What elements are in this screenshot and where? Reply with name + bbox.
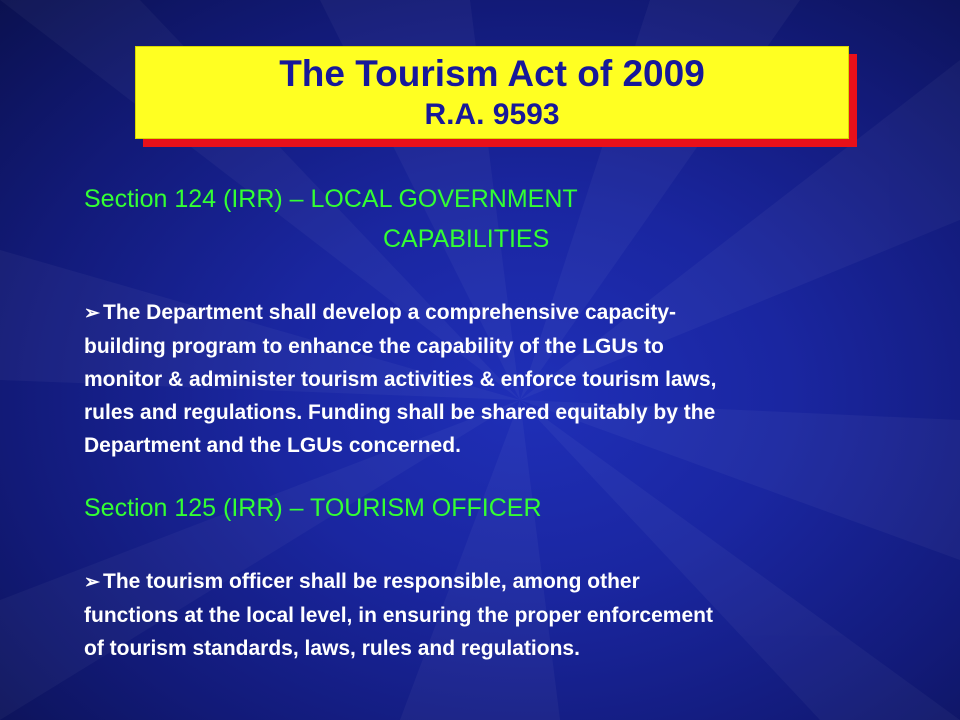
section-124-heading-continued: CAPABILITIES bbox=[383, 225, 550, 253]
body-line: of tourism standards, laws, rules and regulations. bbox=[84, 637, 580, 660]
body-line: functions at the local level, in ensuring the proper enforcement bbox=[84, 604, 713, 627]
body-line: building program to enhance the capability of the LGUs to bbox=[84, 335, 664, 358]
title-banner bbox=[135, 46, 849, 139]
section-124-heading: Section 124 (IRR) – LOCAL GOVERNMENT bbox=[84, 185, 578, 213]
section-125-heading: Section 125 (IRR) – TOURISM OFFICER bbox=[84, 494, 542, 522]
body-line: rules and regulations. Funding shall be shared equitably by the bbox=[84, 401, 716, 424]
body-line: ➢ The tourism officer shall be responsible, among other bbox=[84, 565, 904, 599]
body-line: Department and the LGUs concerned. bbox=[84, 434, 461, 457]
body-line: monitor & administer tourism activities & enforce tourism laws, bbox=[84, 368, 717, 391]
bullet-arrow-icon: ➢ bbox=[84, 572, 100, 593]
section-124-body bbox=[84, 296, 904, 462]
section-125-body bbox=[84, 565, 904, 665]
slide-subtitle: R.A. 9593 bbox=[424, 98, 560, 131]
bullet-arrow-icon: ➢ bbox=[84, 303, 100, 324]
slide-title: The Tourism Act of 2009 bbox=[279, 53, 705, 94]
body-line: ➢ The Department shall develop a comprehensive capacity- bbox=[84, 296, 904, 330]
